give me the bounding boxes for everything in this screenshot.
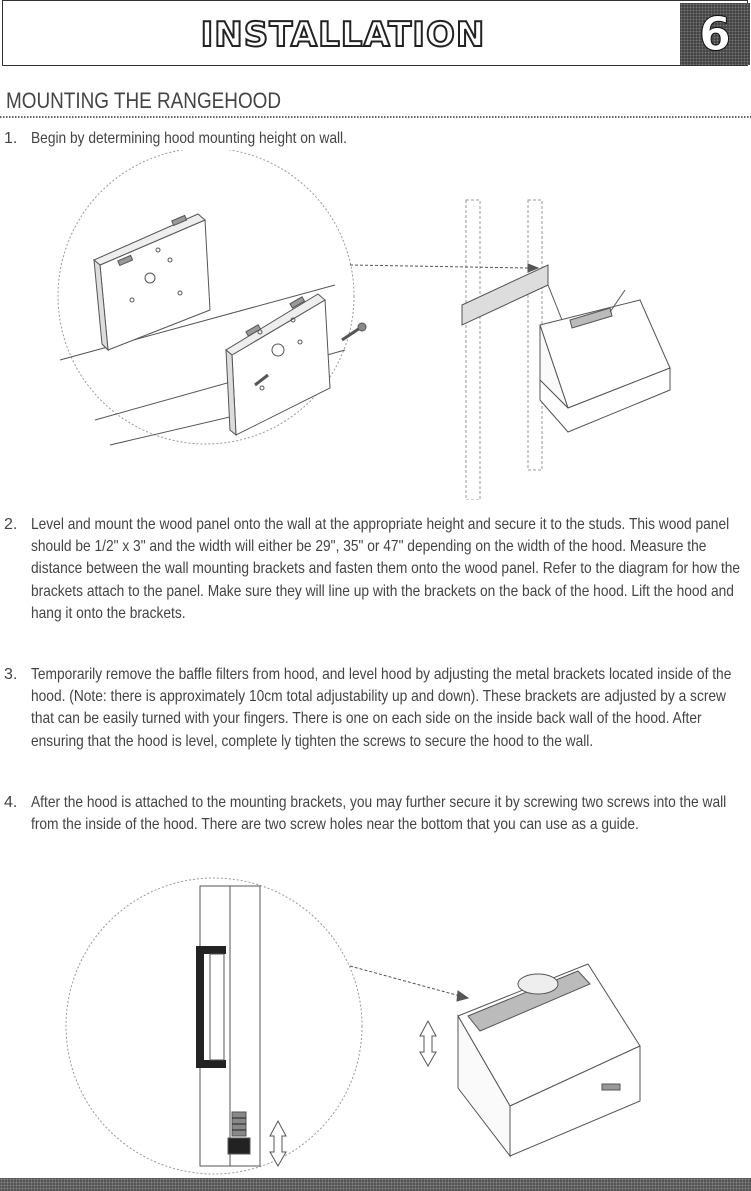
step-number: 1. (4, 130, 18, 147)
footer-bar (0, 1178, 751, 1191)
page-header (2, 0, 748, 66)
hood-level-adjustment-diagram-icon (0, 866, 751, 1176)
step-number: 4. (4, 794, 18, 811)
chapter-badge (680, 3, 750, 65)
step-text: After the hood is attached to the mounting brackets, you may further secure it by screwing two screws into the wall from the inside of the hood. There are two screw holes near the bottom that you can use as a guide. (31, 794, 727, 834)
step-text: Level and mount the wood panel onto the wall at the appropriate height and secure it to the studs. This wood panel should be 1/2" x 3" and the width will either be 29", 35" or 47" depending on the width of the hood. Measure the distance between the wall mounting brackets and fasten them onto the wood panel. Refer to the diagram for how the brackets attach to the panel. Make sure they will line up with the brackets on the back of the hood. Lift the hood and hang it onto the brackets. (31, 516, 741, 622)
section-title: MOUNTING THE RANGEHOOD (6, 88, 282, 113)
section-divider (0, 116, 751, 118)
bracket-mounting-diagram-icon (0, 150, 751, 500)
chapter-number: 6 (698, 7, 731, 61)
step-text: Temporarily remove the baffle filters from hood, and level hood by adjusting the metal brackets located inside of the hood. (Note: there is approximately 10cm total adjustability up and down). These brackets are adjusted by a screw that can be easily turned with your fingers. There is one on each side on the inside back wall of the hood. After ensuring that the hood is level, complete ly tighten the screws to secure the hood to the wall. (31, 666, 732, 750)
step-text: Begin by determining hood mounting height on wall. (31, 130, 347, 147)
step-number: 2. (4, 516, 18, 533)
step-number: 3. (4, 666, 18, 683)
page-title: INSTALLATION (200, 15, 486, 55)
